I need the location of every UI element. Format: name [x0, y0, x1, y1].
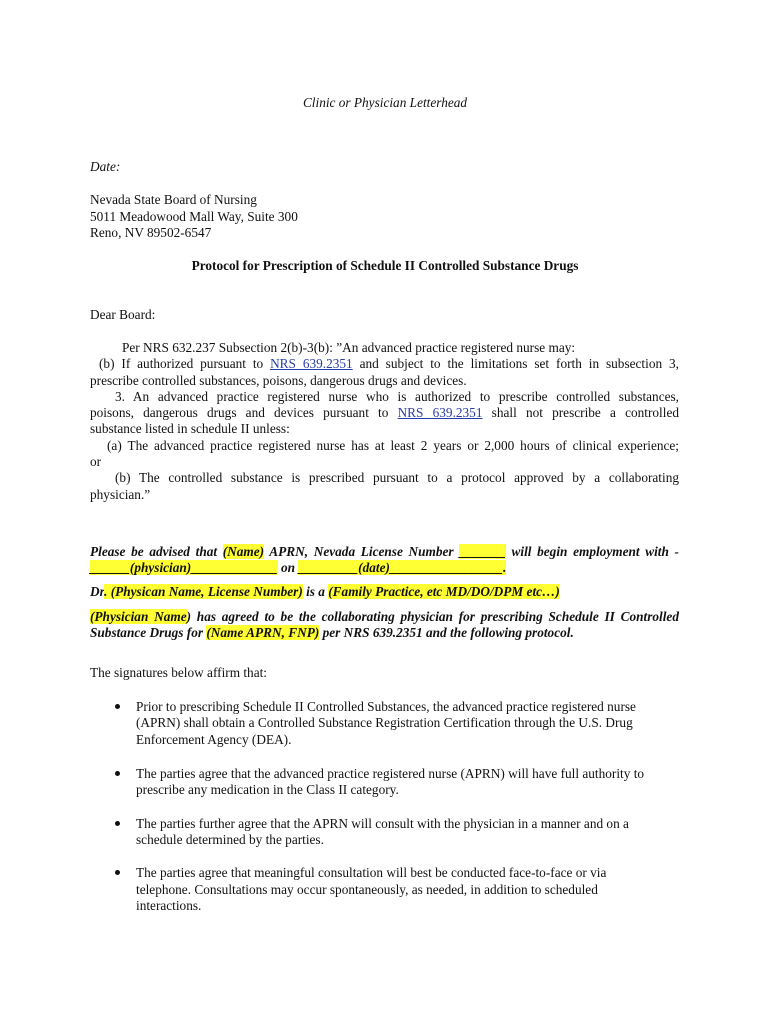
notice-text: on — [277, 560, 299, 575]
statute-intro: Per NRS 632.237 Subsection 2(b)-3(b): ”An advanced practice registered nurse may: — [122, 340, 576, 355]
document-title: Protocol for Prescription of Schedule II Controlled Substance Drugs — [191, 258, 579, 273]
notice-line — [90, 543, 679, 560]
bullet-line: The parties agree that meaningful consultation will best be conducted face-to-face or via — [136, 865, 607, 880]
date-placeholder[interactable]: _________(date)_________________. — [298, 560, 507, 575]
notice-line — [90, 559, 506, 576]
bullet-line: interactions. — [136, 898, 202, 913]
statute-text: and subject to the limitations set forth in subsection 3, — [352, 356, 679, 371]
nrs-link[interactable]: NRS 639.2351 — [270, 356, 353, 371]
notice-line — [90, 608, 679, 625]
bullet-line: prescribe any medication in the Class II category. — [136, 782, 399, 797]
statute-line: (a) The advanced practice registered nurse has at least 2 years or 2,000 hours of clinical experience; — [107, 438, 679, 453]
address-line: 5011 Meadowood Mall Way, Suite 300 — [90, 209, 298, 224]
statute-line — [99, 355, 679, 372]
statute-line: (b) The controlled substance is prescribed pursuant to a protocol approved by a collaborating — [115, 470, 679, 485]
notice-text: per NRS 639.2351 and the following protocol. — [319, 625, 574, 640]
bullet-icon — [115, 704, 120, 709]
address-line: Reno, NV 89502-6547 — [90, 225, 212, 240]
notice-text: Dr — [90, 584, 105, 599]
statute-line: or — [90, 454, 102, 469]
bullet-icon — [115, 870, 120, 875]
notice-text: is a — [302, 584, 329, 599]
bullet-line: The parties agree that the advanced practice registered nurse (APRN) will have full authority to — [136, 766, 645, 781]
bullet-icon — [115, 821, 120, 826]
notice-text: . — [104, 584, 111, 599]
notice-text: ) has agreed to be the collaborating physician for prescribing Schedule II Controlled — [186, 609, 679, 624]
statute-line: prescribe controlled substances, poisons, dangerous drugs and devices. — [90, 373, 467, 388]
specialty-placeholder[interactable]: (Family Practice, etc MD/DO/DPM etc…) — [328, 584, 560, 599]
salutation: Dear Board: — [90, 307, 156, 322]
date-label: Date: — [90, 159, 121, 174]
bullet-line: telephone. Consultations may occur spontaneously, as needed, in addition to scheduled — [136, 882, 598, 897]
statute-line — [90, 404, 679, 421]
license-number-placeholder[interactable]: _______ — [459, 544, 506, 559]
statute-text: poisons, dangerous drugs and devices pursuant to — [90, 405, 398, 420]
statute-line: physician.” — [90, 487, 151, 502]
bullet-line: Prior to prescribing Schedule II Controlled Substances, the advanced practice registered nurse — [136, 699, 636, 714]
statute-text: (b) If authorized pursuant to — [99, 356, 271, 371]
statute-text: shall not prescribe a controlled — [482, 405, 679, 420]
physician-name-placeholder[interactable]: (Physician Name — [90, 609, 187, 624]
notice-text: APRN, Nevada License Number — [264, 544, 460, 559]
aprn-name-placeholder[interactable]: (Name) — [222, 544, 265, 559]
statute-line: 3. An advanced practice registered nurse who is authorized to prescribe controlled substances, — [115, 389, 679, 404]
bullet-line: Enforcement Agency (DEA). — [136, 732, 292, 747]
bullet-line: schedule determined by the parties. — [136, 832, 324, 847]
notice-text: Substance Drugs for — [90, 625, 207, 640]
bullet-line: (APRN) shall obtain a Controlled Substance Registration Certification through the U.S. Drug — [136, 715, 633, 730]
aprn-fnp-placeholder[interactable]: (Name APRN, FNP) — [206, 625, 320, 640]
notice-line — [90, 583, 560, 600]
nrs-link[interactable]: NRS 639.2351 — [397, 405, 483, 420]
affirm-intro: The signatures below affirm that: — [90, 665, 267, 680]
physician-placeholder[interactable]: ______(physician)_____________ — [90, 560, 278, 575]
notice-text: will begin employment with - — [505, 544, 679, 559]
physician-license-placeholder[interactable]: (Physican Name, License Number) — [110, 584, 303, 599]
notice-text: Please be advised that — [90, 544, 223, 559]
address-line: Nevada State Board of Nursing — [90, 192, 257, 207]
statute-line: substance listed in schedule II unless: — [90, 421, 290, 436]
notice-line — [90, 624, 574, 641]
bullet-icon — [115, 771, 120, 776]
letterhead: Clinic or Physician Letterhead — [302, 95, 468, 110]
bullet-line: The parties further agree that the APRN will consult with the physician in a manner and on a — [136, 816, 629, 831]
